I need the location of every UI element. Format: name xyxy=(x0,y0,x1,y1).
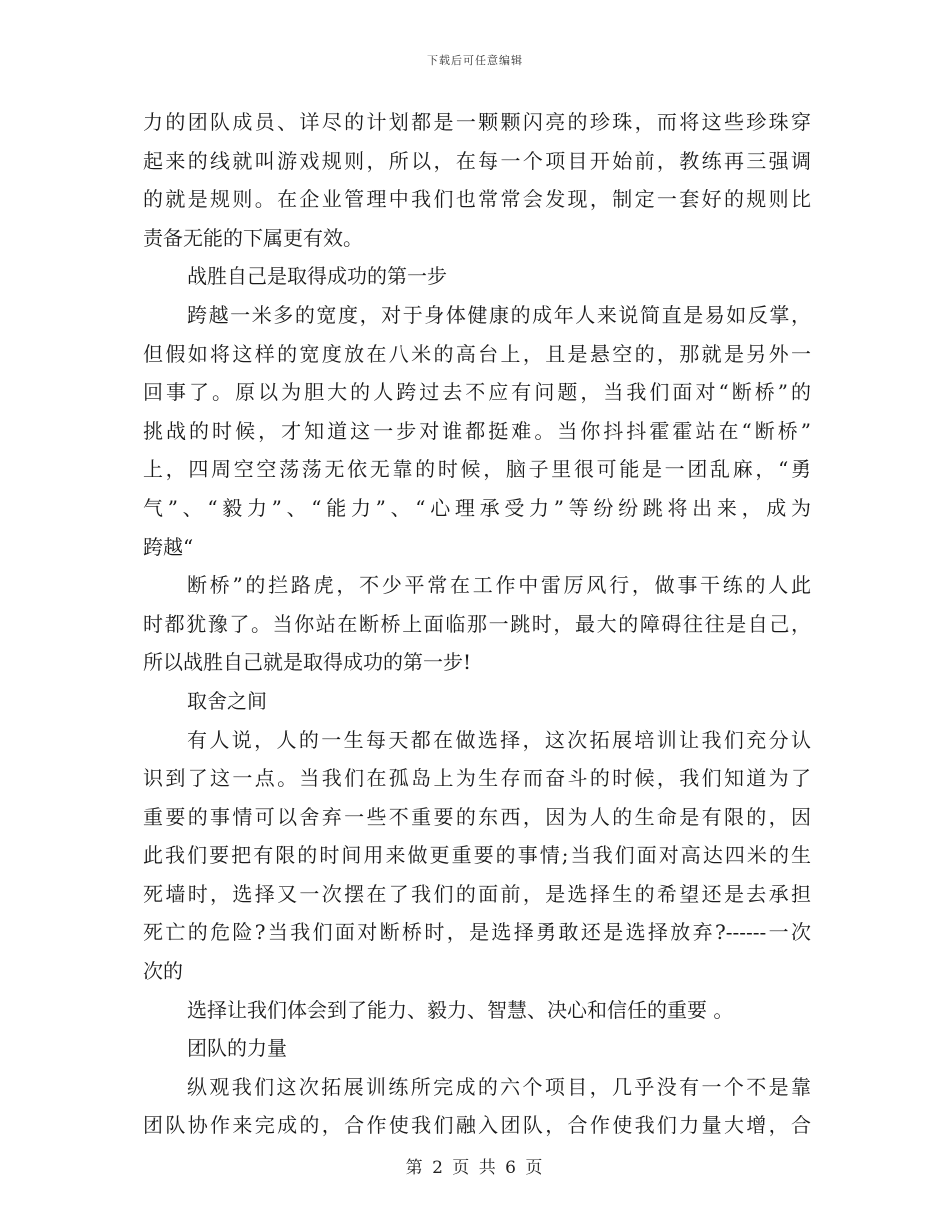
page-header: 下载后可任意编辑 xyxy=(427,54,523,67)
text-line: 重要的事情可以舍弃一些不重要的东西，因为人的生命是有限的，因 xyxy=(143,804,811,829)
text-line: 跨越一米多的宽度，对于身体健康的成年人来说简直是易如反掌， xyxy=(187,302,811,327)
text-line: 回事了。原以为胆大的人跨过去不应有问题，当我们面对“断桥”的 xyxy=(143,380,811,405)
text-line: 所以战胜自己就是取得成功的第一步! xyxy=(143,650,472,675)
text-line: 时都犹豫了。当你站在断桥上面临那一跳时，最大的障碍往往是自己， xyxy=(143,611,811,636)
text-line: 战胜自己是取得成功的第一步 xyxy=(187,264,447,289)
text-line: 上，四周空空荡荡无依无靠的时候，脑子里很可能是一团乱麻，“勇 xyxy=(143,457,811,482)
text-line: 挑战的时候，才知道这一步对谁都挺难。当你抖抖霍霍站在“断桥” xyxy=(143,418,811,443)
text-line: 跨越“ xyxy=(143,534,194,559)
text-line: 纵观我们这次拓展训练所完成的六个项目，几乎没有一个不是靠 xyxy=(187,1074,811,1099)
text-line: 次的 xyxy=(143,959,183,984)
text-line: 选择让我们体会到了能力、毅力、智慧、决心和信任的重要 。 xyxy=(187,997,734,1022)
text-line: 责备无能的下属更有效。 xyxy=(143,225,363,250)
text-line: 力的团队成员、详尽的计划都是一颗颗闪亮的珍珠，而将这些珍珠穿 xyxy=(143,110,811,134)
text-line: 死墙时，选择又一次摆在了我们的面前，是选择生的希望还是去承担 xyxy=(143,881,811,906)
text-line: 死亡的危险?当我们面对断桥时，是选择勇敢还是选择放弃?------一次 xyxy=(143,920,811,945)
text-line: 团队的力量 xyxy=(187,1036,287,1061)
text-line: 此我们要把有限的时间用来做更重要的事情;当我们面对高达四米的生 xyxy=(143,843,811,868)
text-line: 取舍之间 xyxy=(187,688,267,713)
text-line: 起来的线就叫游戏规则，所以，在每一个项目开始前，教练再三强调 xyxy=(143,148,811,173)
text-line: 气”、“毅力”、“能力”、“心理承受力”等纷纷跳将出来，成为 xyxy=(143,495,811,520)
text-line: 团队协作来完成的，合作使我们融入团队，合作使我们力量大增，合 xyxy=(143,1113,811,1138)
text-line: 断桥”的拦路虎，不少平常在工作中雷厉风行，做事干练的人此 xyxy=(187,573,811,598)
text-line: 有人说，人的一生每天都在做选择，这次拓展培训让我们充分认 xyxy=(187,727,811,752)
text-line: 的就是规则。在企业管理中我们也常常会发现，制定一套好的规则比 xyxy=(143,187,811,212)
document-body xyxy=(143,103,811,1145)
page-footer: 第 2 页 共 6 页 xyxy=(405,1158,545,1178)
text-line: 但假如将这样的宽度放在八米的高台上，且是悬空的，那就是另外一 xyxy=(143,341,811,366)
text-line: 识到了这一点。当我们在孤岛上为生存而奋斗的时候，我们知道为了 xyxy=(143,766,811,791)
